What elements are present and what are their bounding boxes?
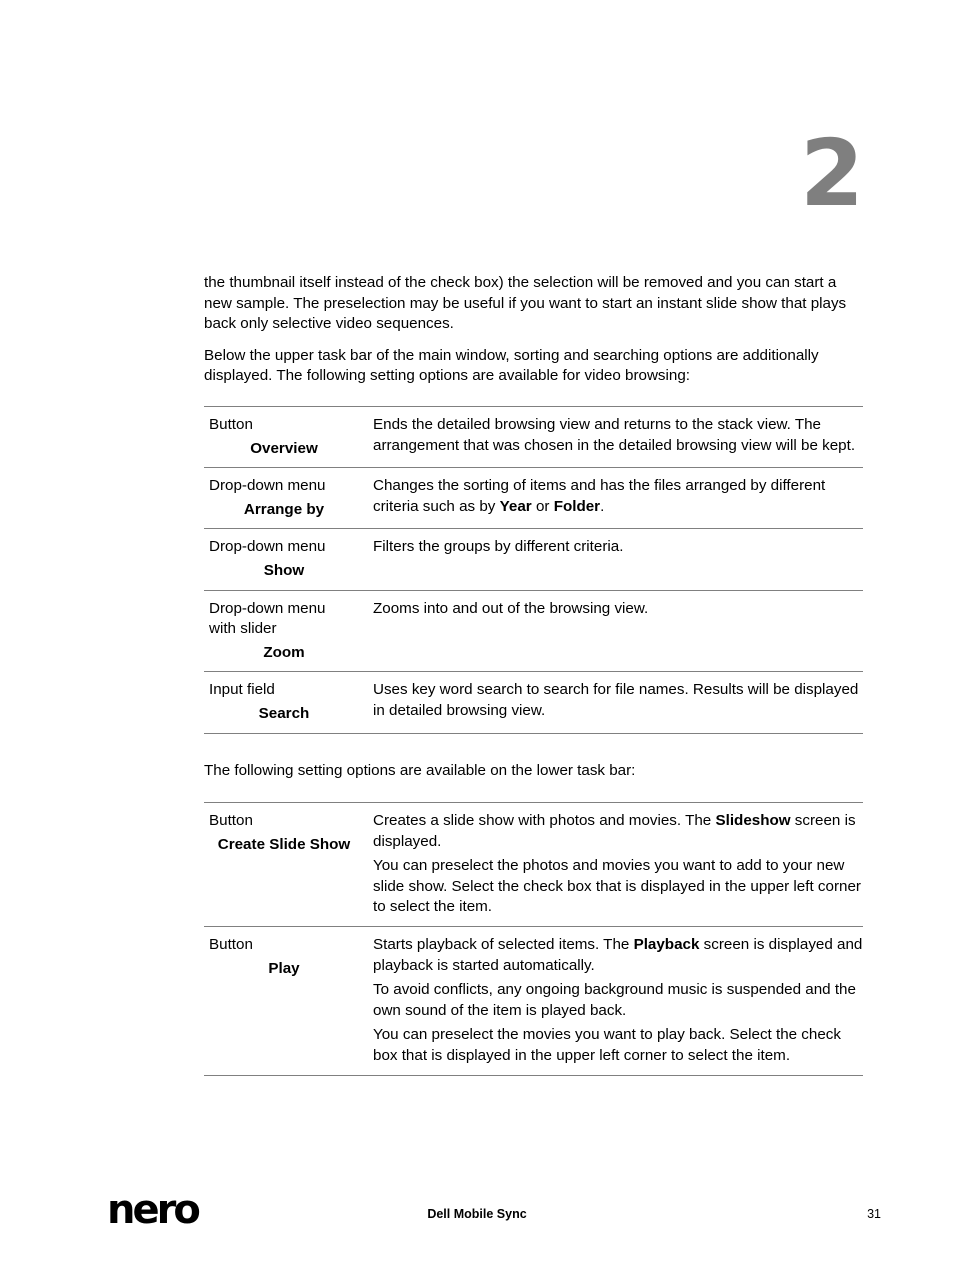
option-description-text: You can preselect the movies you want to play back. Select the check box that is displayed in the upper left corner to select the item. bbox=[373, 1026, 841, 1065]
option-type: Input field bbox=[209, 681, 275, 699]
table-row bbox=[204, 529, 863, 590]
option-description bbox=[368, 468, 863, 529]
table-row bbox=[204, 406, 863, 467]
footer-title: Dell Mobile Sync bbox=[427, 1207, 527, 1221]
option-name: Create Slide Show bbox=[217, 835, 351, 853]
option-description-text: Changes the sorting of items and has the files arranged by different criteria such as by Year or Folder. bbox=[373, 477, 826, 515]
upper-taskbar-options-table bbox=[204, 406, 863, 734]
option-description-text: Zooms into and out of the browsing view. bbox=[373, 599, 649, 617]
option-description-text: Creates a slide show with photos and movies. The Slideshow screen is displayed. bbox=[373, 812, 856, 850]
option-description bbox=[368, 529, 863, 590]
page-footer bbox=[0, 1187, 954, 1233]
option-label bbox=[204, 803, 368, 927]
option-label bbox=[204, 590, 368, 672]
option-label bbox=[204, 468, 368, 529]
option-description-text: You can preselect the photos and movies you want to add to your new slide show. Select the check box that is displayed in the upper left corner to select the item. bbox=[373, 857, 861, 916]
option-description-text: Filters the groups by different criteria. bbox=[373, 538, 624, 556]
option-label bbox=[204, 529, 368, 590]
option-type: Drop-down menu bbox=[209, 538, 326, 556]
option-type: Button bbox=[209, 415, 253, 433]
option-type: Drop-down menu bbox=[209, 477, 326, 495]
table-row bbox=[204, 803, 863, 927]
option-type: Button bbox=[209, 936, 253, 954]
table-row bbox=[204, 468, 863, 529]
page-content bbox=[204, 273, 863, 1076]
intro-paragraph-2: Below the upper task bar of the main window, sorting and searching options are additionally displayed. The following setting options are available for video browsing: bbox=[204, 346, 819, 385]
option-description-text: To avoid conflicts, any ongoing background music is suspended and the own sound of the item is played back. bbox=[373, 981, 856, 1019]
page-number: 31 bbox=[867, 1207, 881, 1221]
table-row bbox=[204, 927, 863, 1076]
option-description-text: Uses key word search to search for file names. Results will be displayed in detailed browsing view. bbox=[373, 681, 859, 719]
option-description bbox=[368, 803, 863, 927]
option-label bbox=[204, 406, 368, 467]
intro-paragraph-1: the thumbnail itself instead of the check box) the selection will be removed and you can start a new sample. The preselection may be useful if you want to start an instant slide show that plays back only selective video sequences. bbox=[204, 274, 847, 333]
option-name: Arrange by bbox=[243, 500, 325, 518]
option-name: Overview bbox=[250, 439, 318, 457]
lower-taskbar-intro: The following setting options are available on the lower task bar: bbox=[204, 761, 636, 779]
option-label bbox=[204, 672, 368, 733]
option-description-text: Ends the detailed browsing view and returns to the stack view. The arrangement that was chosen in the detailed browsing view will be kept. bbox=[373, 415, 856, 454]
nero-logo: nero bbox=[107, 1187, 198, 1233]
option-name: Show bbox=[263, 561, 305, 579]
lower-taskbar-options-table bbox=[204, 802, 863, 1076]
option-name: Play bbox=[268, 959, 300, 977]
option-description bbox=[368, 590, 863, 672]
option-name: Search bbox=[258, 704, 310, 722]
option-type: Button bbox=[209, 812, 253, 830]
table-row bbox=[204, 672, 863, 733]
option-description bbox=[368, 672, 863, 733]
chapter-number: 2 bbox=[799, 120, 862, 227]
option-description bbox=[368, 927, 863, 1076]
option-label bbox=[204, 927, 368, 1076]
option-name: Zoom bbox=[263, 643, 305, 661]
option-description bbox=[368, 406, 863, 467]
table-row bbox=[204, 590, 863, 672]
option-type: Drop-down menu with slider bbox=[209, 599, 326, 638]
option-description-text: Starts playback of selected items. The Playback screen is displayed and playback is started automatically. bbox=[373, 936, 863, 974]
